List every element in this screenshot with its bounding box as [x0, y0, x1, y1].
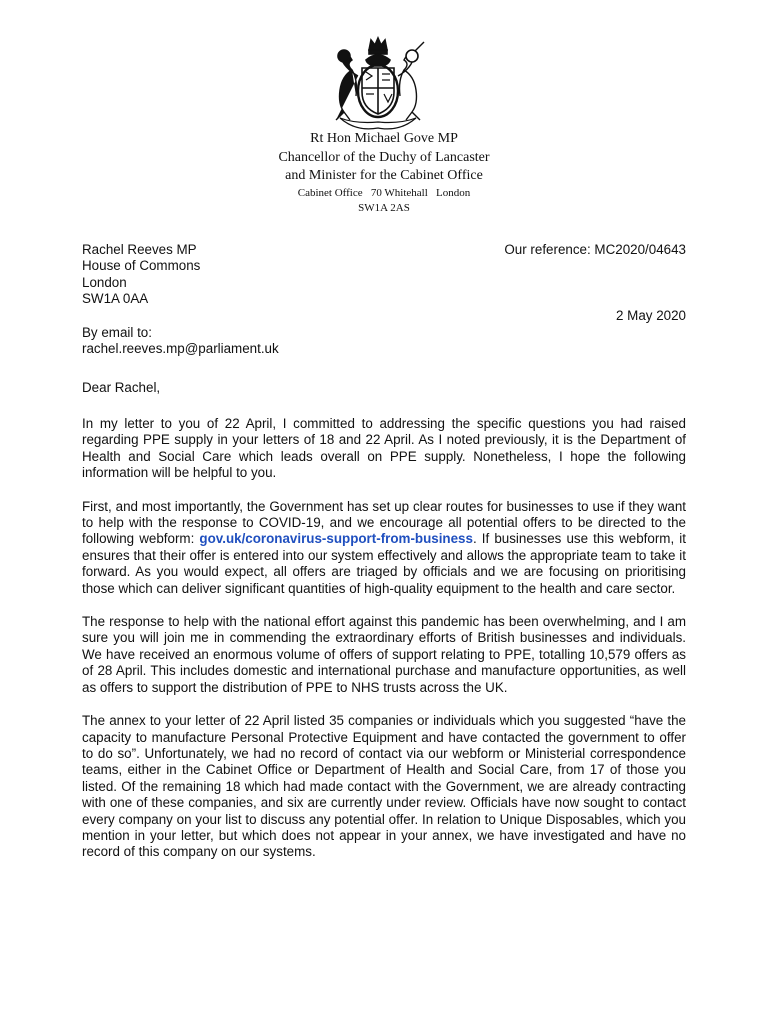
sender-address-2: SW1A 2AS: [358, 201, 410, 214]
sender-title-1: Chancellor of the Duchy of Lancaster: [278, 149, 490, 165]
recipient-email[interactable]: rachel.reeves.mp@parliament.uk: [82, 341, 279, 357]
our-reference: Our reference: MC2020/04643: [504, 242, 686, 257]
recipient-line: London: [82, 274, 127, 290]
sender-title-2: and Minister for the Cabinet Office: [285, 168, 483, 183]
sender-name: Rt Hon Michael Gove MP: [310, 131, 458, 146]
letterhead: [0, 130, 768, 216]
paragraph: [82, 499, 686, 597]
paragraph: In my letter to you of 22 April, I committed to addressing the specific questions you had raised regarding PPE supply in your letters of 18 and 22 April. As I noted previously, it is the Department of Health and Social Care which leads overall on PPE supply. Nonetheless, I hope the following information will be helpful to you.: [82, 416, 686, 481]
recipient-email-block: [82, 325, 279, 358]
salutation: Dear Rachel,: [82, 380, 161, 395]
recipient-line: SW1A 0AA: [82, 291, 149, 307]
recipient-line: Rachel Reeves MP: [82, 242, 197, 257]
recipient-line: House of Commons: [82, 258, 201, 274]
sender-address-1: Cabinet Office 70 Whitehall London: [297, 186, 471, 199]
paragraph: The response to help with the national effort against this pandemic has been overwhelming, and I am sure you will join me in commending the extraordinary efforts of British businesses and individuals. We have received an enormous volume of offers of support relating to PPE, totalling 10,579 offers as of 28 April. This includes domestic and international purchase and manufacture opportunities, as well as offers to support the distribution of PPE to NHS trusts across the UK.: [82, 614, 686, 695]
paragraph-text: . If businesses use this webform, it ensures that their offer is entered into our system effectively and allows the appropriate team to take it forward. As you would expect, all offers are triaged by officials and we are focusing on prioritising those which can deliver significant quantities of high-quality equipment to the health and care sector.: [82, 531, 686, 596]
paragraph-text: First, and most importantly, the Government has set up clear routes for businesses to use if they want to help with the response to COVID-19, and we encourage all potential offers to be directed to the following webform:: [82, 498, 686, 547]
webform-link[interactable]: gov.uk/coronavirus-support-from-business: [199, 531, 473, 547]
email-label: By email to:: [82, 325, 152, 340]
paragraph: The annex to your letter of 22 April listed 35 companies or individuals which you suggested “have the capacity to manufacture Personal Protective Equipment and have contacted the government to offer to do so”. Unfortunately, we had no record of contact via our webform or Ministerial correspondence teams, either in the Cabinet Office or Department of Health and Social Care, from 17 of those you listed. Of the remaining 18 which had made contact with the Government, we are already contracting with one of these companies, and six are currently under review. Officials have now sought to contact every company on your list to discuss any potential offer. In relation to Unique Disposables, which you mention in your letter, but which does not appear in your annex, we have investigated and have no record of this company on our systems.: [82, 713, 686, 860]
letter-body: [82, 416, 686, 878]
letter-date: 2 May 2020: [616, 308, 686, 323]
royal-coat-of-arms-icon: [322, 36, 434, 134]
recipient-address: [82, 242, 200, 308]
